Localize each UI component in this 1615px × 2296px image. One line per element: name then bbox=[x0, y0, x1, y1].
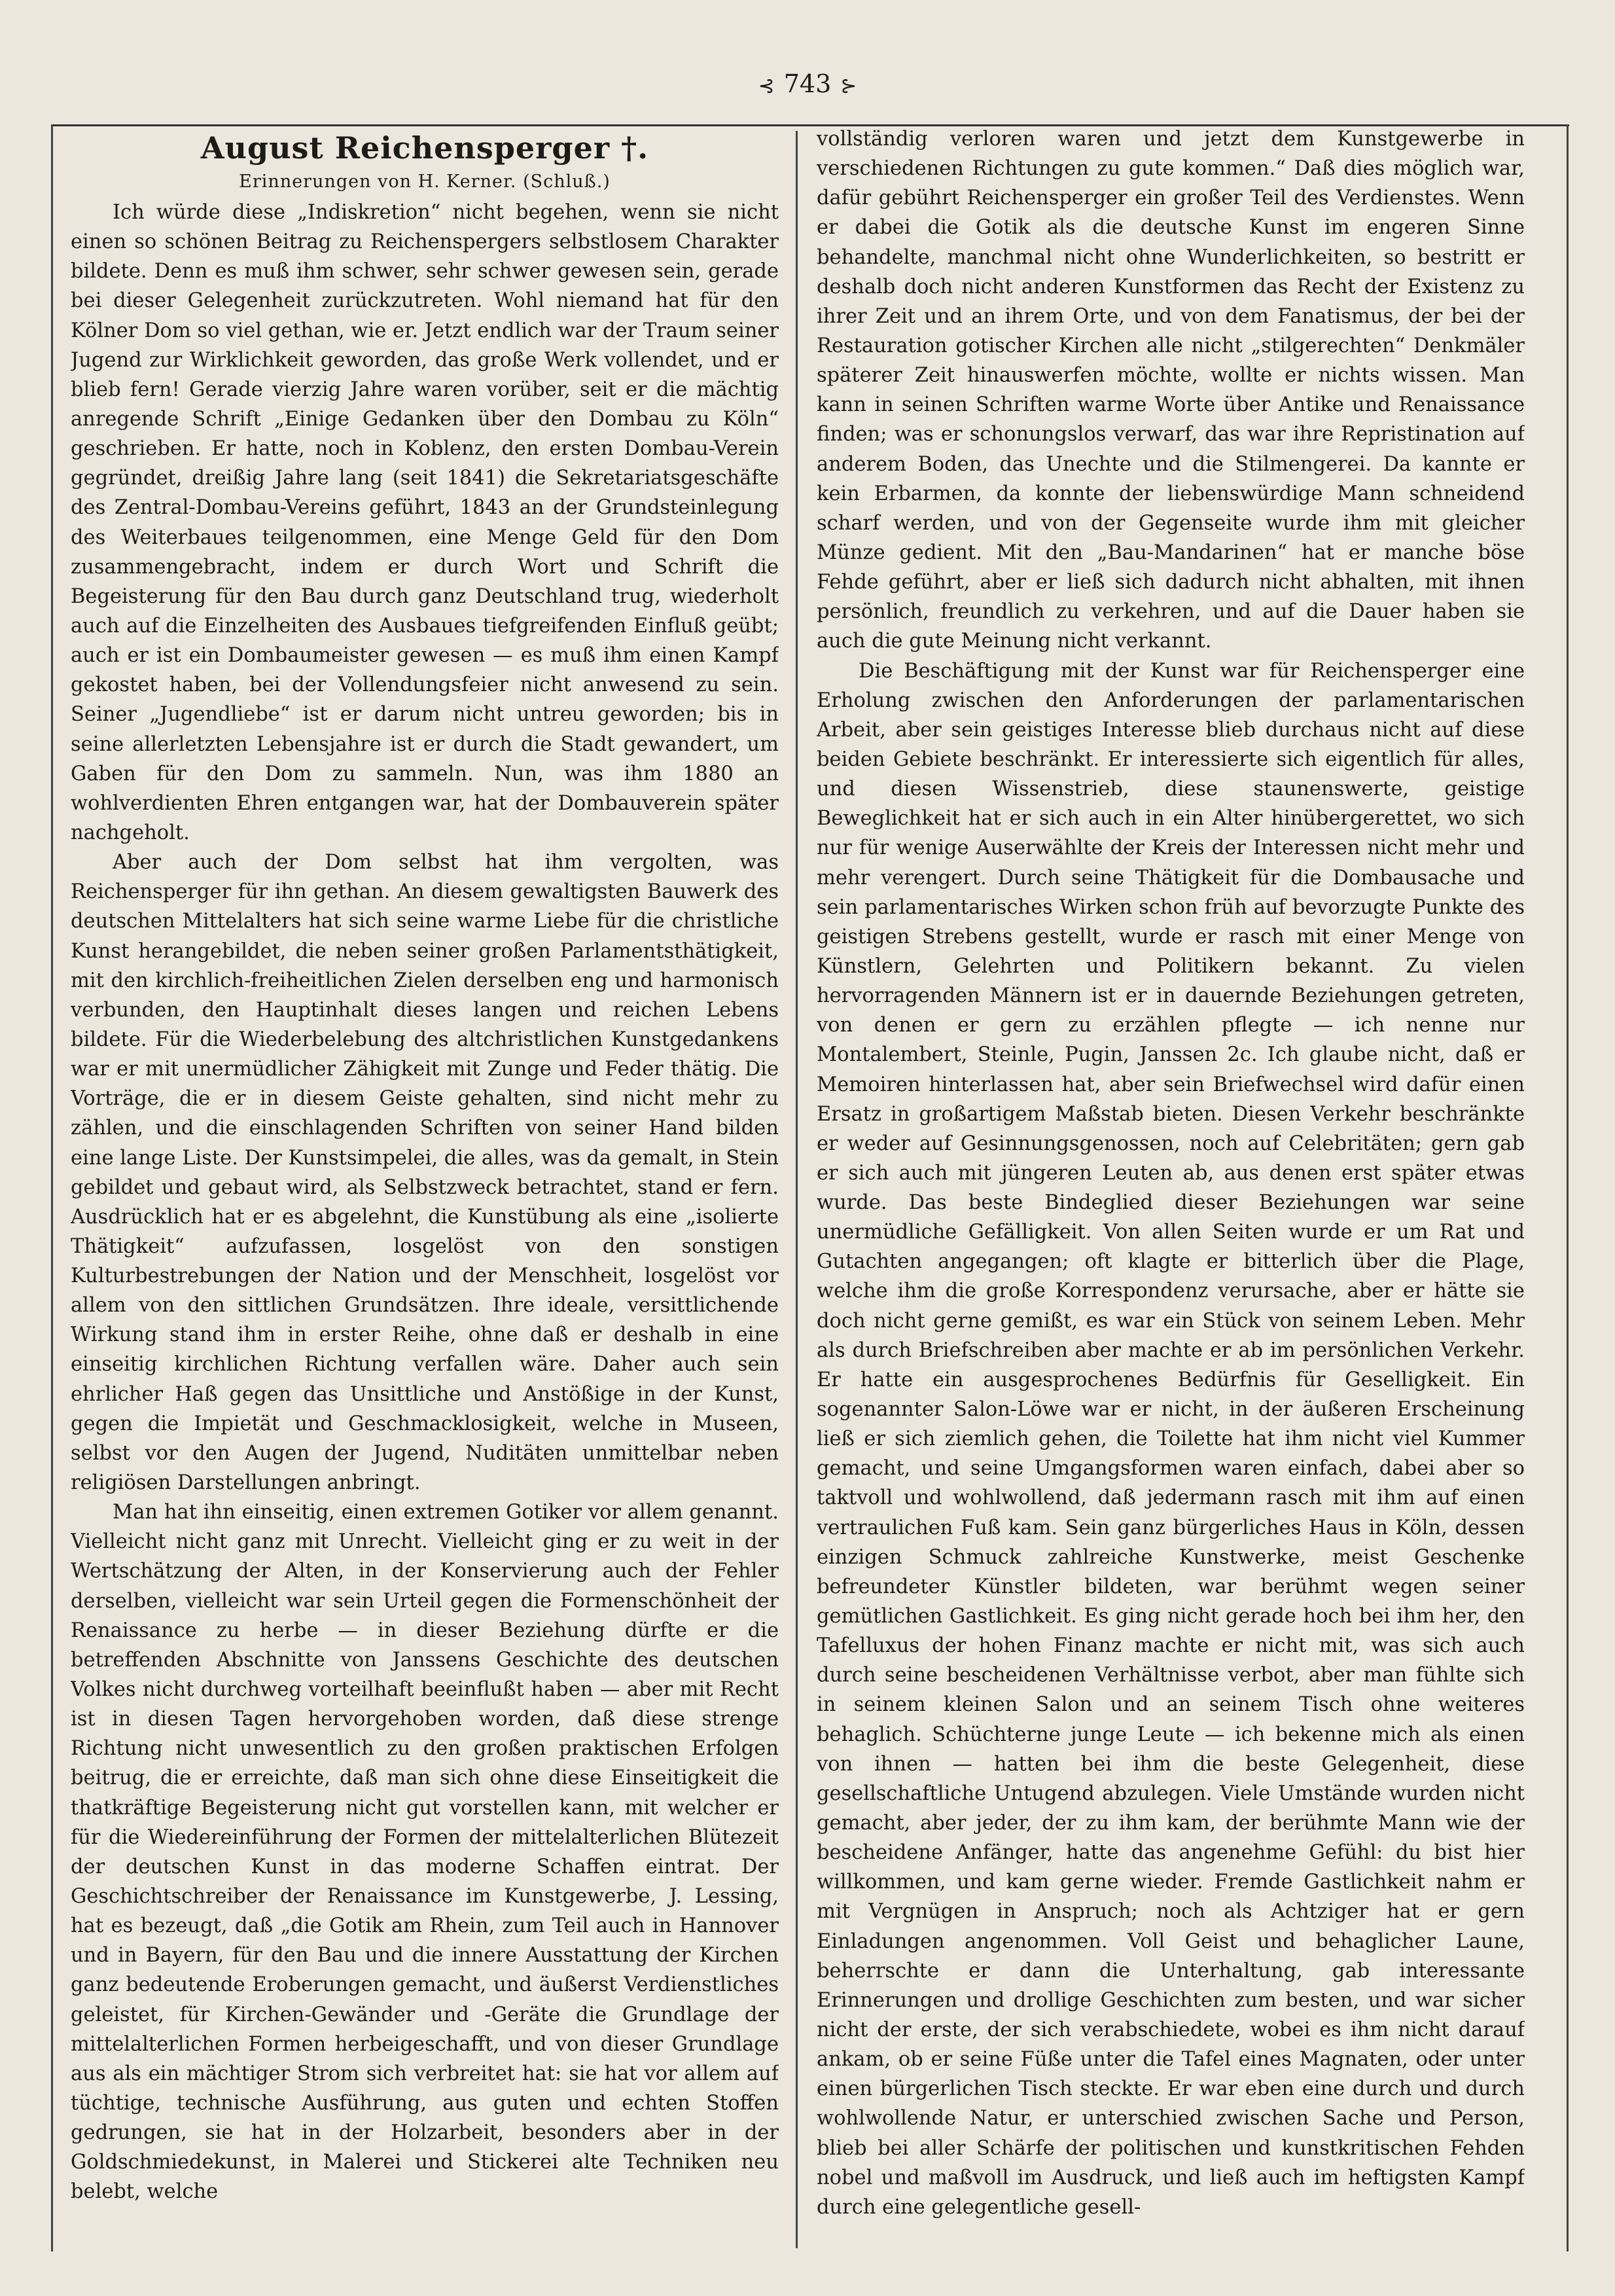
paragraph: Aber auch der Dom selbst hat ihm vergolten, was Reichensperger für ihn gethan. An diesem gewaltigsten Bauwerk des deutschen Mittelalters hat sich seine warme Liebe für die christliche Kunst herangebildet, die neben seiner großen Parlamentsthätigkeit, mit den kirchlich-freiheitlichen Zielen derselben eng und harmonisch verbunden, den Hauptinhalt dieses langen und reichen Lebens bildete. Für die Wiederbelebung des altchristlichen Kunstgedankens war er mit unermüdlicher Zähigkeit mit Zunge und Feder thätig. Die Vorträge, die er in diesem Geiste gehalten, sind nicht mehr zu zählen, und die einschlagenden Schriften von seiner Hand bilden eine lange Liste. Der Kunstsimpelei, die alles, was da gemalt, in Stein gebildet und gebaut wird, als Selbstzweck betrachtet, stand er fern. Ausdrücklich hat er es abgelehnt, die Kunstübung als eine „isolierte Thätigkeit“ aufzufassen, losgelöst von den sonstigen Kulturbestrebungen der Nation und der Menschheit, losgelöst vor allem von den sittlichen Grundsätzen. Ihre ideale, versittlichende Wirkung stand ihm in erster Reihe, ohne daß er deshalb in eine einseitig kirchlichen Richtung verfallen wäre. Daher auch sein ehrlicher Haß gegen das Unsittliche und Anstößige in der Kunst, gegen die Impietät und Geschmacklosigkeit, welche in Museen, selbst vor den Augen der Jugend, Nuditäten unmittelbar neben religiösen Darstellungen anbringt. bbox=[71, 851, 779, 1495]
paragraph: Man hat ihn einseitig, einen extremen Gotiker vor allem genannt. Vielleicht nicht ganz mit Unrecht. Vielleicht ging er zu weit in der Wertschätzung der Alten, in der Konservierung auch der Fehler derselben, vielleicht war sein Urteil gegen die Formenschönheit der Renaissance zu herbe — in dieser Beziehung dürfte er die betreffenden Abschnitte von Janssens Geschichte des deutschen Volkes nicht durchweg vorteilhaft beeinflußt haben — aber mit Recht ist in diesen Tagen hervorgehoben worden, daß diese strenge Richtung nicht unwesentlich zu den großen praktischen Erfolgen beitrug, die er erreichte, daß man sich ohne diese Einseitigkeit die thatkräftige Begeisterung nicht gut vorstellen kann, mit welcher er für die Wiedereinführung der Formen der mittelalterlichen Blütezeit der deutschen Kunst in das moderne Schaffen eintrat. Der Geschichtschreiber der Renaissance im Kunstgewerbe, J. Lessing, hat es bezeugt, daß „die Gotik am Rhein, zum Teil auch in Hannover und in Bayern, für den Bau und die innere Ausstattung der Kirchen ganz bedeutende Eroberungen gemacht, und äußerst Verdienstliches geleistet, für Kirchen-Gewänder und -Geräte die Grundlage der mittelalterlichen Formen herbeigeschafft, und von dieser Grundlage aus als ein mächtiger Strom sich verbreitet hat: sie hat vor allem auf tüchtige, technische Ausführung, aus guten und echten Stoffen gedrungen, sie hat in der Holzarbeit, besonders aber in der Goldschmiedekunst, in Malerei und Stickerei alte Techniken neu belebt, welche bbox=[71, 1501, 779, 2204]
ornament-left: ⊰ bbox=[758, 75, 775, 98]
left-column bbox=[71, 126, 779, 2240]
ornament-right: ⊱ bbox=[840, 75, 857, 98]
paragraph: vollständig verloren waren und jetzt dem Kunstgewerbe in verschiedenen Richtungen zu gute kommen.“ Daß dies möglich war, dafür gebührt Reichensperger ein großer Teil des Verdienstes. Wenn er dabei die Gotik als die deutsche Kunst im engeren Sinne behandelte, manchmal nicht ohne Wunderlichkeiten, so bestritt er deshalb doch nicht anderen Kunstformen das Recht der Existenz zu ihrer Zeit und an ihrem Orte, und von dem Fanatismus, der bei der Restauration gotischer Kirchen alle nicht „stilgerechten“ Denkmäler späterer Zeit hinauswerfen möchte, wollte er nichts wissen. Man kann in seinen Schriften warme Worte über Antike und Renaissance finden; was er schonungslos verwarf, das war ihre Repristination auf anderem Boden, das Unechte und die Stilmengerei. Da kannte er kein Erbarmen, da konnte der liebenswürdige Mann schneidend scharf werden, und von der Gegenseite wurde ihm mit gleicher Münze gedient. Mit den „Bau-Mandarinen“ hat er manche böse Fehde geführt, aber er ließ sich dadurch nicht abhalten, mit ihnen persönlich, freundlich zu verkehren, und auf die Dauer haben sie auch die gute Meinung nicht verkannt. bbox=[817, 128, 1525, 653]
right-column bbox=[817, 124, 1525, 2238]
article-title: August Reichensperger †. bbox=[200, 130, 649, 166]
frame-right-rule bbox=[1567, 124, 1569, 2251]
column-divider bbox=[796, 131, 798, 2248]
frame-left-rule bbox=[51, 124, 53, 2251]
paragraph: Ich würde diese „Indiskretion“ nicht begehen, wenn sie nicht einen so schönen Beitrag zu Reichenspergers selbstlosem Charakter bildete. Denn es muß ihm schwer, sehr schwer gewesen sein, gerade bei dieser Gelegenheit zurückzutreten. Wohl niemand hat für den Kölner Dom so viel gethan, wie er. Jetzt endlich war der Traum seiner Jugend zur Wirklichkeit geworden, das große Werk vollendet, und er blieb fern! Gerade vierzig Jahre waren vorüber, seit er die mächtig anregende Schrift „Einige Gedanken über den Dombau zu Köln“ geschrieben. Er hatte, noch in Koblenz, den ersten Dombau-Verein gegründet, dreißig Jahre lang (seit 1841) die Sekretariatsgeschäfte des Zentral-Dombau-Vereins geführt, 1843 an der Grundsteinlegung des Weiterbaues teilgenommen, eine Menge Geld für den Dom zusammengebracht, indem er durch Wort und Schrift die Begeisterung für den Bau durch ganz Deutschland trug, wiederholt auch auf die Einzelheiten des Ausbaues tiefgreifenden Einfluß geübt; auch er ist ein Dombaumeister gewesen — es muß ihm einen Kampf gekostet haben, bei der Vollendungsfeier nicht anwesend zu sein. Seiner „Jugendliebe“ ist er darum nicht untreu geworden; bis in seine allerletzten Lebensjahre ist er durch die Stadt gewandert, um Gaben für den Dom zu sammeln. Nun, was ihm 1880 an wohlverdienten Ehren entgangen war, hat der Dombauverein später nachgeholt. bbox=[71, 201, 779, 844]
paragraph: Die Beschäftigung mit der Kunst war für Reichensperger eine Erholung zwischen den Anforderungen der parlamentarischen Arbeit, aber sein geistiges Interesse blieb durchaus nicht auf diese beiden Gebiete beschränkt. Er interessierte sich eigentlich für alles, und diesen Wissenstrieb, diese staunenswerte, geistige Beweglichkeit hat er sich auch in ein Alter hinübergerettet, wo sich nur für wenige Auserwählte der Kreis der Interessen nicht mehr und mehr verengert. Durch seine Thätigkeit für die Dombausache und sein parlamentarisches Wirken schon früh auf bevorzugte Punkte des geistigen Strebens gestellt, wurde er rasch mit einer Menge von Künstlern, Gelehrten und Politikern bekannt. Zu vielen hervorragenden Männern ist er in dauernde Beziehungen getreten, von denen er gern zu erzählen pflegte — ich nenne nur Montalembert, Steinle, Pugin, Janssen 2c. Ich glaube nicht, daß er Memoiren hinterlassen hat, aber sein Briefwechsel wird dafür einen Ersatz in großartigem Maßstab bieten. Diesen Verkehr beschränkte er weder auf Gesinnungsgenossen, noch auf Celebritäten; gern gab er sich auch mit jüngeren Leuten ab, aus denen erst später etwas wurde. Das beste Bindeglied dieser Beziehungen war seine unermüdliche Gefälligkeit. Von allen Seiten wurde er um Rat und Gutachten angegangen; oft klagte er bitterlich über die Plage, welche ihm die große Korrespondenz verursache, aber er hätte sie doch nicht gerne gemißt, es war ein Stück von seinem Leben. Mehr als durch Briefschreiben aber machte er ab im persönlichen Verkehr. Er hatte ein ausgesprochenes Bedürfnis für Geselligkeit. Ein sogenannter Salon-Löwe war er nicht, in der äußeren Erscheinung ließ er sich ziemlich gehen, die Toilette hat ihm nicht viel Kummer gemacht, und seine Umgangsformen waren einfach, dabei aber so taktvoll und wohlwollend, daß jedermann rasch mit ihm auf einen vertraulichen Fuß kam. Sein ganz bürgerliches Haus in Köln, dessen einzigen Schmuck zahlreiche Kunstwerke, meist Geschenke befreundeter Künstler bildeten, war berühmt wegen seiner gemütlichen Gastlichkeit. Es ging nicht gerade hoch bei ihm her, den Tafelluxus der hohen Finanz machte er nicht mit, was sich auch durch seine bescheidenen Verhältnisse verbot, aber man fühlte sich in seinem kleinen Salon und an seinem Tisch ohne weiteres behaglich. Schüchterne junge Leute — ich bekenne mich als einen von ihnen — hatten bei ihm die beste Gelegenheit, diese gesellschaftliche Untugend abzulegen. Viele Umstände wurden nicht gemacht, aber jeder, der zu ihm kam, der berühmte Mann wie der bescheidene Anfänger, hatte das angenehme Gefühl: du bist hier willkommen, und kam gerne wieder. Fremde Gastlichkeit nahm er mit Vergnügen in Anspruch; noch als Achtziger hat er gern Einladungen angenommen. Voll Geist und behaglicher Laune, beherrschte er dann die Unterhaltung, gab interessante Erinnerungen und drollige Geschichten zum besten, und war sicher nicht der erste, der sich verabschiedete, wobei es ihm nicht darauf ankam, ob er seine Füße unter die Tafel eines Magnaten, oder unter einen bürgerlichen Tisch steckte. Er war eben eine durch und durch wohlwollende Natur, er unterschied zwischen Sache und Person, blieb bei aller Schärfe der politischen und kunstkritischen Fehden nobel und maßvoll im Ausdruck, und ließ auch im heftigsten Kampf durch eine gelegentliche gesell- bbox=[817, 659, 1525, 2219]
page-number: 743 bbox=[783, 69, 832, 98]
article-subtitle: Erinnerungen von H. Kerner. (Schluß.) bbox=[239, 171, 611, 192]
page-header bbox=[654, 64, 961, 103]
